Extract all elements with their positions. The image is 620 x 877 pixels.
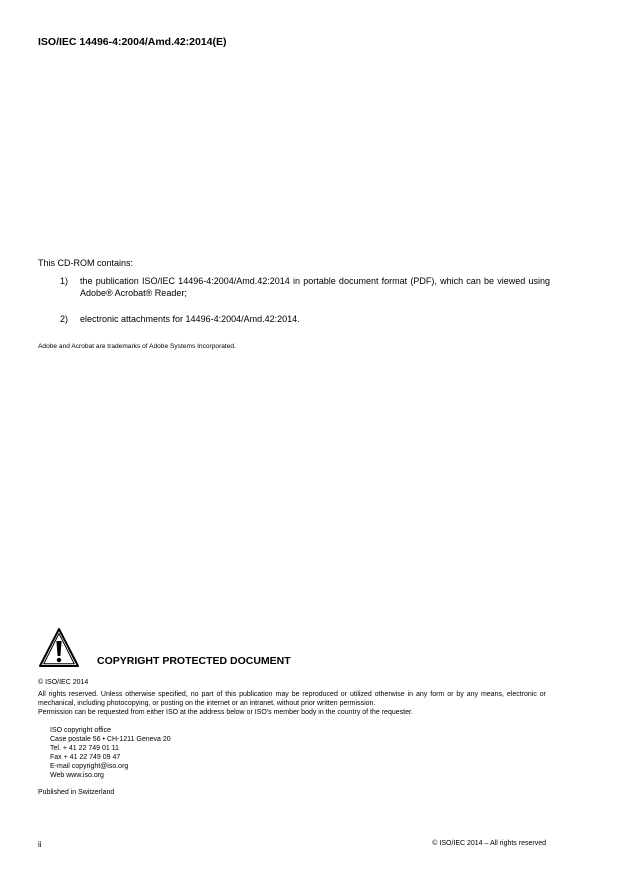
list-item-text: electronic attachments for 14496-4:2004/Amd.42:2014.	[80, 314, 300, 324]
list-item	[60, 276, 550, 299]
list-item-number: 2)	[60, 314, 69, 324]
warning-triangle-icon	[37, 626, 81, 670]
copyright-title: COPYRIGHT PROTECTED DOCUMENT	[97, 655, 291, 667]
list-item-number: 1)	[60, 276, 69, 286]
footer-rights: © ISO/IEC 2014 – All rights reserved	[432, 840, 546, 847]
iso-address	[50, 726, 171, 780]
cdrom-intro: This CD-ROM contains:	[38, 258, 134, 268]
page-number: ii	[38, 840, 42, 849]
permission-paragraph: Permission can be requested from either ISO at the address below or ISO's member body in the country of the requester.	[38, 709, 413, 716]
published-notice: Published in Switzerland	[38, 789, 115, 796]
document-id-header: ISO/IEC 14496-4:2004/Amd.42:2014(E)	[38, 36, 227, 48]
address-line: Web www.iso.org	[50, 772, 104, 779]
copyright-body	[38, 690, 546, 717]
copyright-paragraph: All rights reserved. Unless otherwise specified, no part of this publication may be reproduced or utilized otherwise in any form or by any means, electronic or mechanical, including photocopying, or posting on the internet or an intranet, without prior written permission.	[38, 691, 546, 707]
address-line: E-mail copyright@iso.org	[50, 763, 129, 770]
address-line: Tel. + 41 22 749 01 11	[50, 745, 119, 752]
trademark-notice: Adobe and Acrobat are trademarks of Adobe Systems Incorporated.	[38, 343, 236, 350]
address-line: Case postale 56 • CH-1211 Geneva 20	[50, 736, 171, 743]
copyright-line: © ISO/IEC 2014	[38, 679, 89, 686]
address-line: Fax + 41 22 749 09 47	[50, 754, 121, 761]
list-item	[60, 314, 550, 326]
address-line: ISO copyright office	[50, 727, 111, 734]
list-item-text: the publication ISO/IEC 14496-4:2004/Amd.42:2014 in portable document format (PDF), which can be viewed using Adobe® Acrobat® Reader;	[80, 276, 550, 298]
